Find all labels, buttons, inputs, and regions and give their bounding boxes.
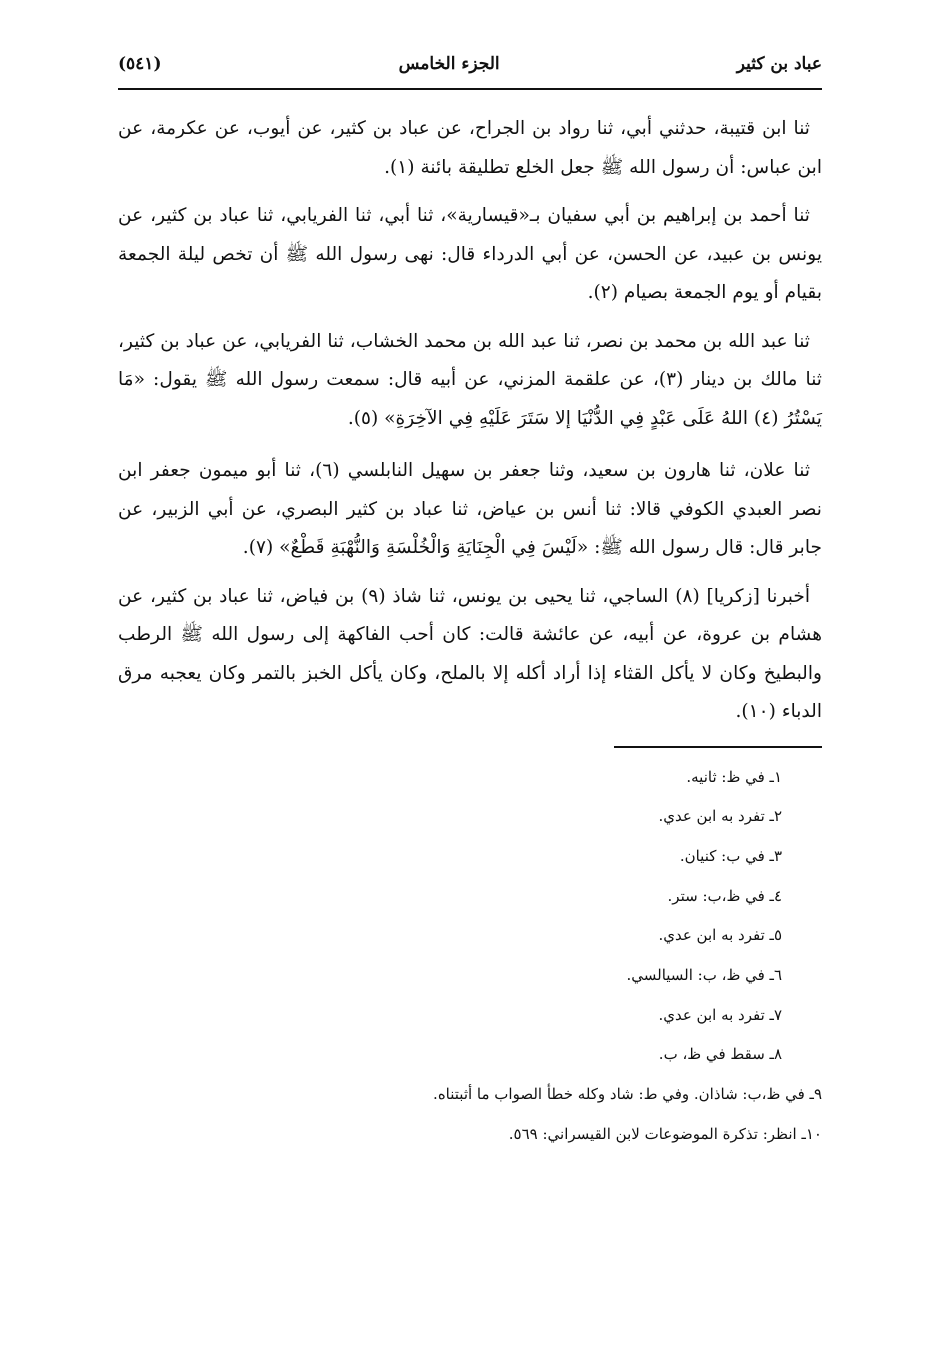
header-volume-title: الجزء الخامس [398,54,500,74]
paragraph: ثنا علان، ثنا هارون بن سعيد، وثنا جعفر بن سهيل النابلسي (٦)، ثنا أبو ميمون جعفر ابن نصر العبدي الكوفي قالا: ثنا أنس بن عياض، ثنا عباد بن كثير البصري، عن أبي الزبير، عن جابر قال: قال رسول الله ﷺ: «لَيْسَ فِي الْجِنَايَةِ وَالْخُلْسَةِ وَالنُّهْبَةِ قَطْعٌ» (٧). [118,460,822,558]
footnote-separator [614,746,822,748]
footnote: ٩ـ في ظ،ب: شاذان. وفي ط: شاد وكله خطأ الصواب ما أثبتناه. [433,1085,822,1104]
book-page [118,54,822,1155]
footnote-separator-wrap [118,742,822,758]
footnote: ٥ـ تفرد به ابن عدي. [658,926,782,945]
paragraph: أخبرنا [زكريا] (٨) الساجي، ثنا يحيى بن يونس، ثنا شاذ (٩) بن فياض، ثنا عباد بن كثير، عن هشام بن عروة، عن أبيه، عن عائشة قالت: كان أحب الفاكهة إلى رسول الله ﷺ الرطب والبطيخ وكان لا يأكل القثاء إذا أراد أكله إلا بالملح، وكان يأكل الخبز بالتمر وكان يعجبه مرق الدباء (١٠). [118,585,822,722]
footnote: ٧ـ تفرد به ابن عدي. [658,1005,782,1024]
paragraph: ثنا ابن قتيبة، حدثني أبي، ثنا رواد بن الجراح، عن عباد بن كثير، عن أيوب، عن عكرمة، عن ابن عباس: أن رسول الله ﷺ جعل الخلع تطليقة بائنة (١). [118,118,822,178]
footnotes [118,758,822,1155]
main-text [118,110,822,732]
header-chapter-name: عباد بن كثير [736,54,822,74]
footnote: ١ـ في ظ: ثانيه. [686,767,782,786]
page-number: (٥٤١) [118,54,162,74]
paragraph: ثنا أحمد بن إبراهيم بن أبي سفيان بـ«قيسارية»، ثنا أبي، ثنا الفريابي، ثنا عباد بن كثير، عن يونس بن عبيد، عن الحسن، عن أبي الدرداء قال: نهى رسول الله ﷺ أن تخص ليلة الجمعة بقيام أو يوم الجمعة بصيام (٢). [118,205,822,303]
running-header [118,54,822,90]
footnote: ٤ـ في ظ،ب: ستر. [667,886,782,905]
footnote: ٣ـ في ب: كنيان. [679,846,782,865]
footnote: ١٠ـ انظر: تذكرة الموضوعات لابن القيسراني: ٥٦٩. [508,1124,822,1143]
footnote: ٢ـ تفرد به ابن عدي. [658,807,782,826]
footnote: ٨ـ سقط في ظ، ب. [658,1045,782,1064]
footnote: ٦ـ في ظ، ب: السيالسي. [626,966,782,985]
paragraph: ثنا عبد الله بن محمد بن نصر، ثنا عبد الله بن محمد الخشاب، ثنا الفريابي، عن عباد بن كثير، ثنا مالك بن دينار (٣)، عن علقمة المزني، عن أبيه قال: سمعت رسول الله ﷺ يقول: «مَا يَسْتُرُ (٤) اللهُ عَلَى عَبْدٍ فِي الدُّنْيَا إلا سَتَرَ عَلَيْهِ فِي الآخِرَةِ» (٥). [118,330,822,429]
